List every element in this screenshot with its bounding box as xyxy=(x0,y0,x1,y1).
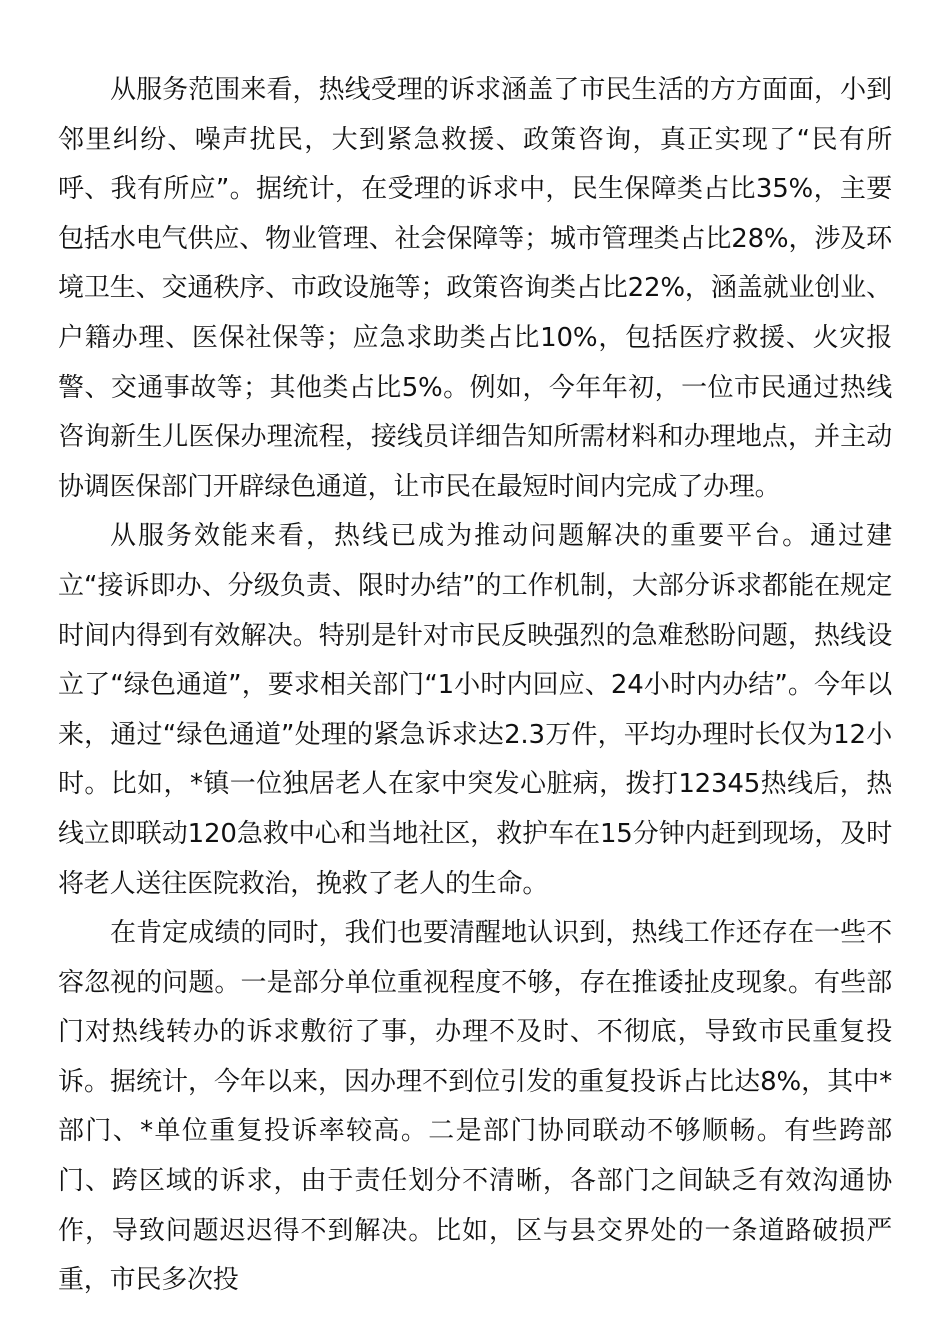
paragraph-existing-problems: 在肯定成绩的同时，我们也要清醒地认识到，热线工作还存在一些不容忽视的问题。一是部分单位重视程度不够，存在推诿扯皮现象。有些部门对热线转办的诉求敷衍了事，办理不及时、不彻底，导致市民重复投诉。据统计，今年以来，因办理不到位引发的重复投诉占比达8%，其中*部门、*单位重复投诉率较高。二是部门协同联动不够顺畅。有些跨部门、跨区域的诉求，由于责任划分不清晰，各部门之间缺乏有效沟通协作，导致问题迟迟得不到解决。比如，区与县交界处的一条道路破损严重，市民多次投 xyxy=(58,918,892,1296)
paragraph-service-scope: 从服务范围来看，热线受理的诉求涵盖了市民生活的方方面面，小到邻里纠纷、噪声扰民，大到紧急救援、政策咨询，真正实现了“民有所呼、我有所应”。据统计，在受理的诉求中，民生保障类占比35%，主要包括水电气供应、物业管理、社会保障等；城市管理类占比28%，涉及环境卫生、交通秩序、市政设施等；政策咨询类占比22%，涵盖就业创业、户籍办理、医保社保等；应急求助类占比10%，包括医疗救援、火灾报警、交通事故等；其他类占比5%。例如，今年年初，一位市民通过热线咨询新生儿医保办理流程，接线员详细告知所需材料和办理地点，并主动协调医保部门开辟绿色通道，让市民在最短时间内完成了办理。 xyxy=(58,75,892,502)
paragraph-service-efficiency: 从服务效能来看，热线已成为推动问题解决的重要平台。通过建立“接诉即办、分级负责、限时办结”的工作机制，大部分诉求都能在规定时间内得到有效解决。特别是针对市民反映强烈的急难愁盼问题，热线设立了“绿色通道”，要求相关部门“1小时内回应、24小时内办结”。今年以来，通过“绿色通道”处理的紧急诉求达2.3万件，平均办理时长仅为12小时。比如，*镇一位独居老人在家中突发心脏病，拨打12345热线后，热线立即联动120急救中心和当地社区，救护车在15分钟内赶到现场，及时将老人送往医院救治，挽救了老人的生命。 xyxy=(58,521,892,899)
document-body xyxy=(58,66,892,1306)
